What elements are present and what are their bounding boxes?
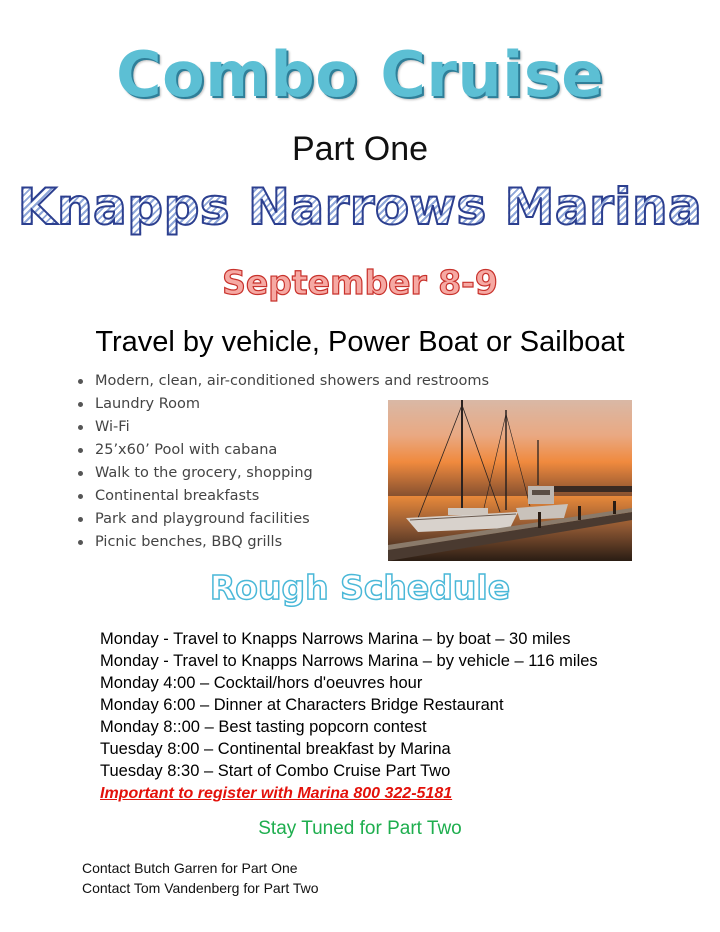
amenity-item: Picnic benches, BBQ grills — [78, 531, 489, 554]
bullet-icon — [78, 448, 83, 453]
event-dates: September 8-9 — [222, 263, 498, 302]
schedule-item: Monday - Travel to Knapps Narrows Marina – by vehicle – 116 miles — [100, 652, 598, 670]
bullet-icon — [78, 517, 83, 522]
marina-name: Knapps Narrows Marina — [0, 178, 720, 236]
amenity-item: Wi-Fi — [78, 416, 489, 439]
amenity-item: Laundry Room — [78, 393, 489, 416]
bullet-icon — [78, 471, 83, 476]
bullet-icon — [78, 494, 83, 499]
schedule-item: Monday - Travel to Knapps Narrows Marina – by boat – 30 miles — [100, 630, 571, 648]
amenity-item: Continental breakfasts — [78, 485, 489, 508]
bullet-icon — [78, 402, 83, 407]
amenity-item: Park and playground facilities — [78, 508, 489, 531]
travel-options: Travel by vehicle, Power Boat or Sailboat — [95, 326, 625, 358]
schedule-list — [100, 628, 598, 782]
flyer-title: Combo Cruise — [116, 38, 604, 111]
amenity-item: Walk to the grocery, shopping — [78, 462, 489, 485]
bullet-icon — [78, 379, 83, 384]
schedule-heading: Rough Schedule — [209, 568, 511, 607]
flyer-subtitle: Part One — [291, 130, 429, 168]
registration-notice: Important to register with Marina 800 322-5181 — [100, 785, 453, 802]
schedule-item: Monday 4:00 – Cocktail/hors d'oeuvres hour — [100, 674, 423, 692]
sailboat-sunset-photo — [388, 400, 632, 561]
bullet-icon — [78, 425, 83, 430]
contact-part-two: Contact Tom Vandenberg for Part Two — [82, 880, 319, 896]
contact-part-one: Contact Butch Garren for Part One — [82, 860, 298, 876]
stay-tuned-note: Stay Tuned for Part Two — [258, 818, 462, 839]
amenity-item: Modern, clean, air-conditioned showers and restrooms — [78, 370, 489, 393]
amenity-item: 25’x60’ Pool with cabana — [78, 439, 489, 462]
schedule-item: Monday 8::00 – Best tasting popcorn contest — [100, 718, 427, 736]
marina-photo-icon — [388, 400, 632, 561]
bullet-icon — [78, 540, 83, 545]
schedule-item: Tuesday 8:30 – Start of Combo Cruise Part Two — [100, 762, 451, 780]
schedule-item: Monday 6:00 – Dinner at Characters Bridge Restaurant — [100, 696, 504, 714]
schedule-item: Tuesday 8:00 – Continental breakfast by Marina — [100, 740, 451, 758]
